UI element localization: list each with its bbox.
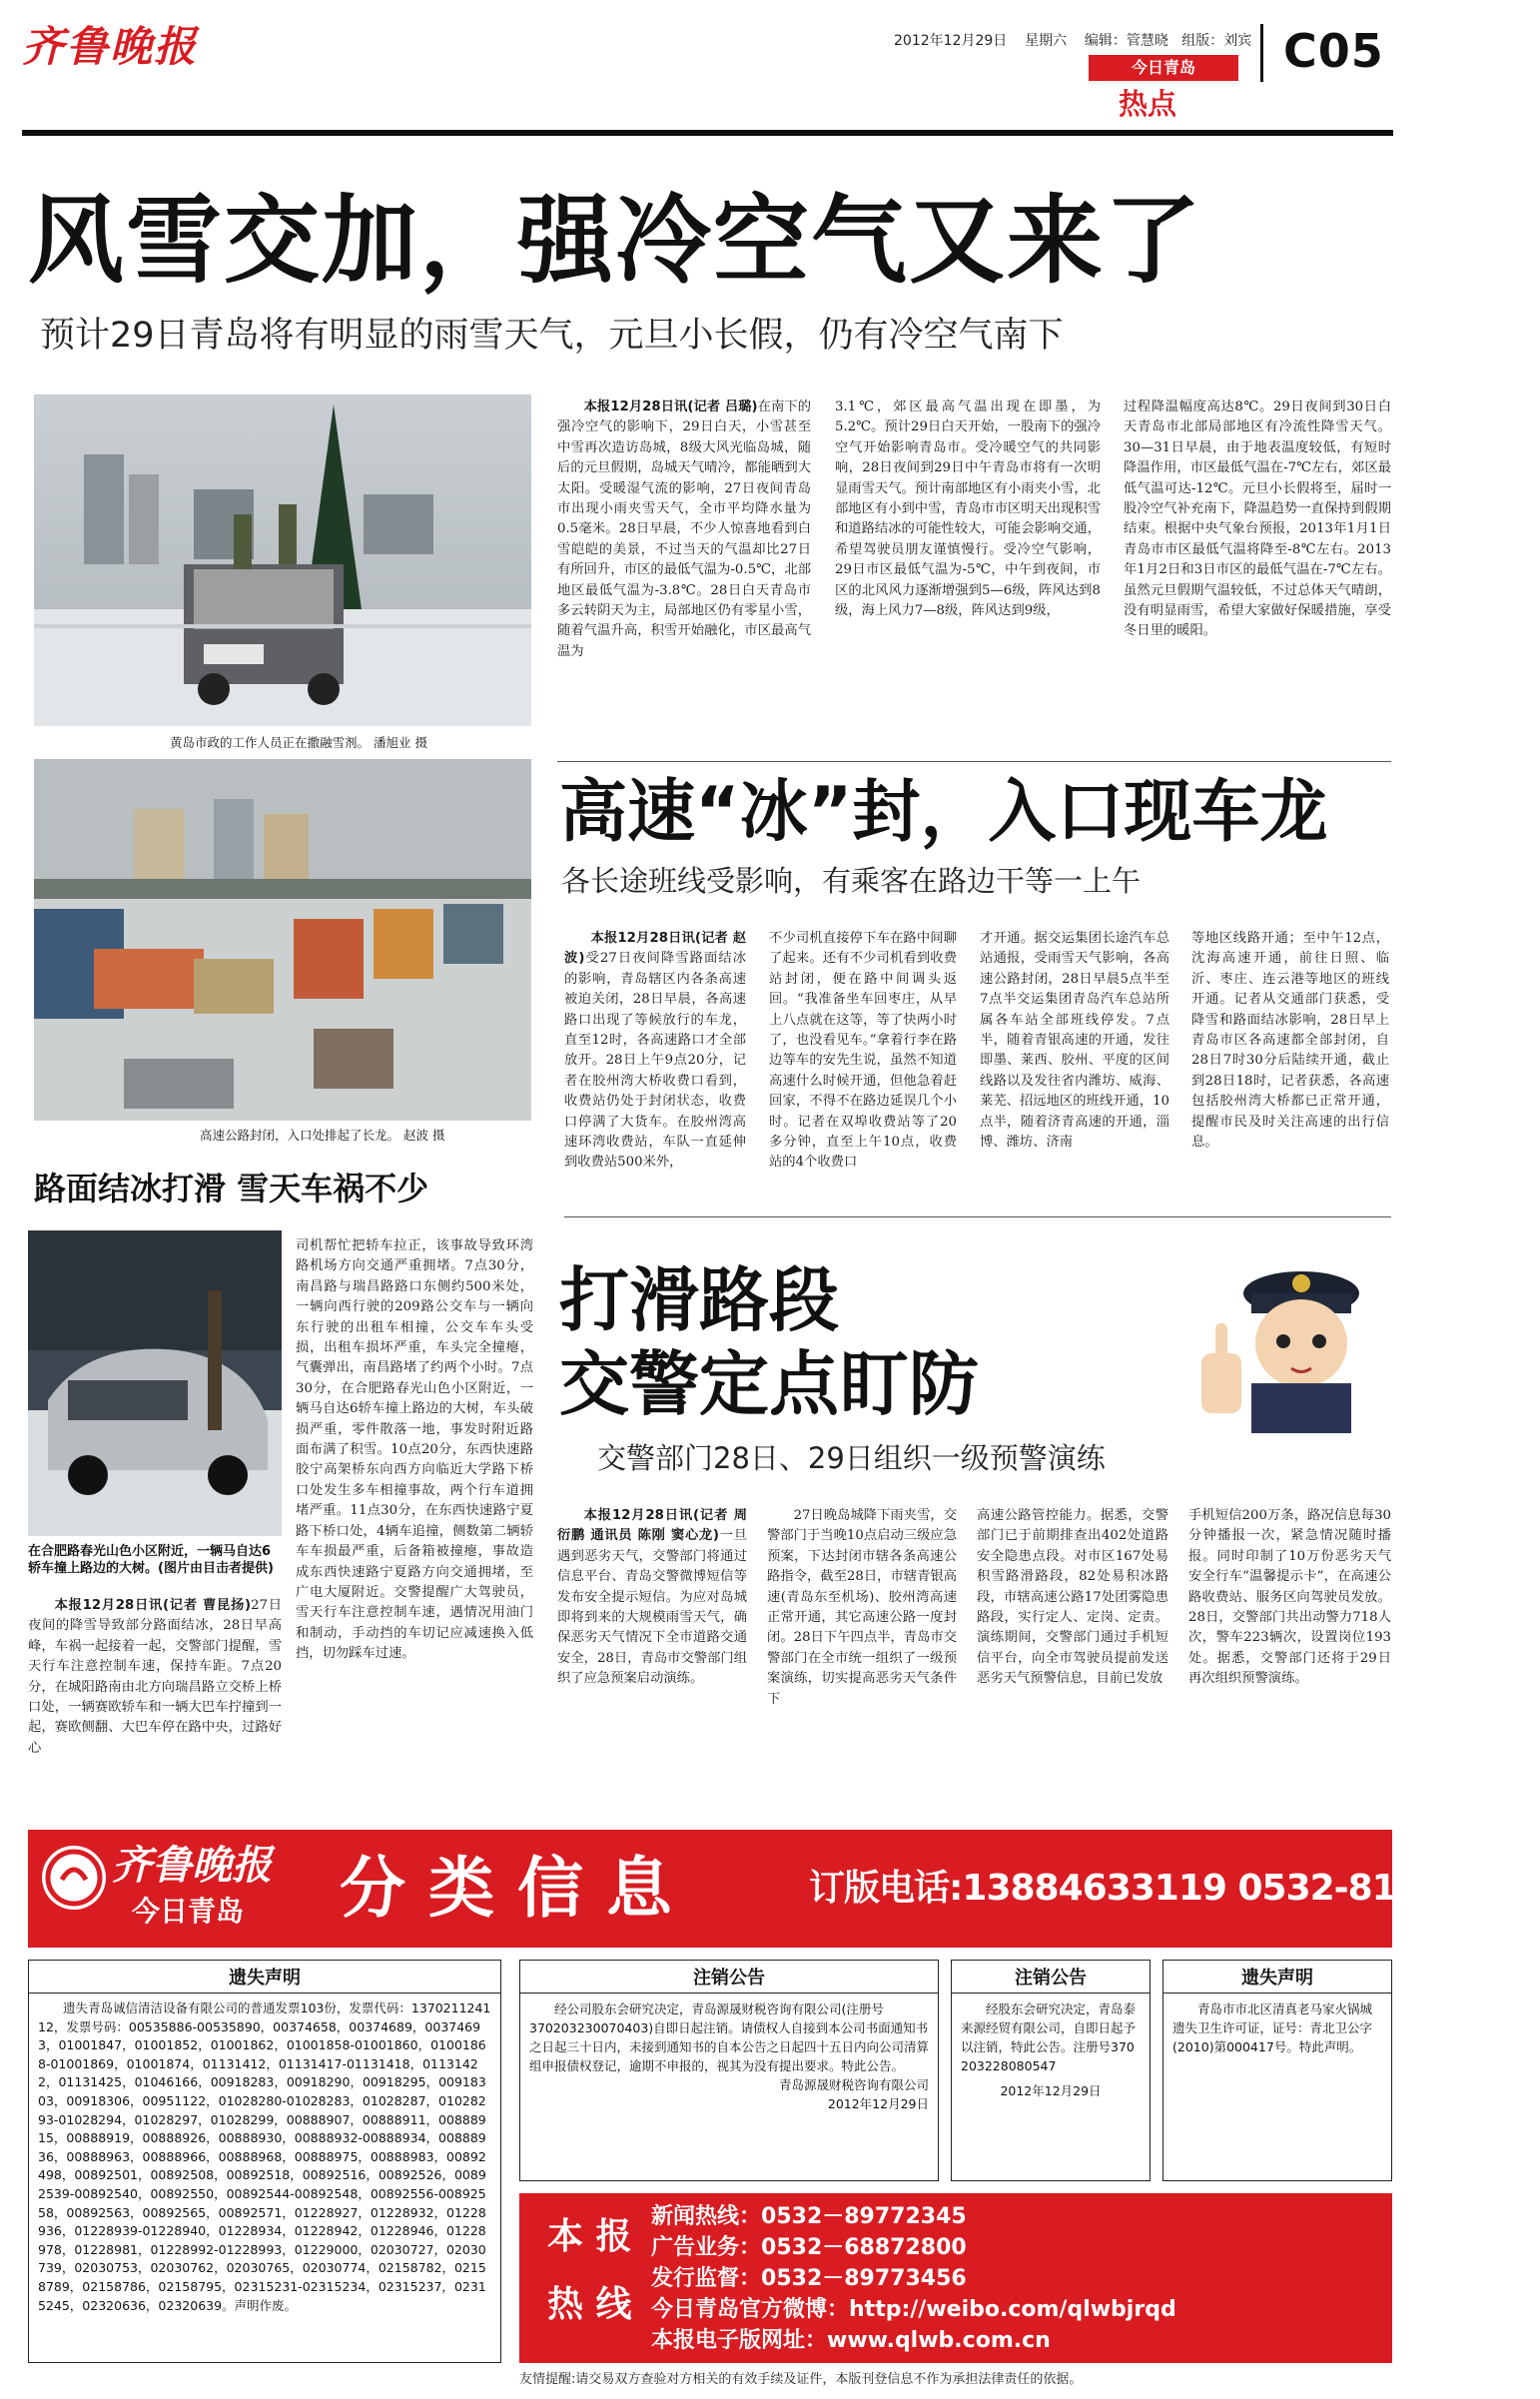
- classified-logo-mark: [42, 1846, 106, 1910]
- hotline-row-value: 0532－68872800: [761, 2235, 967, 2260]
- accidents-column-1: [28, 1596, 282, 1806]
- lost-invoice-notice: [28, 1960, 501, 2363]
- issue-weekday: 星期六: [1025, 33, 1068, 49]
- highway-queue-photo: [34, 759, 531, 1121]
- police-column-4: [1188, 1506, 1391, 1806]
- hotline-row-weibo: [651, 2294, 1380, 2325]
- notice-rule: [520, 1993, 938, 1994]
- page-number: C05: [1283, 24, 1384, 78]
- lead-column-2: [835, 398, 1101, 757]
- police-column-2: [767, 1506, 957, 1806]
- highway-traffic-image: [34, 759, 531, 1121]
- issue-date: 2012年12月29日: [894, 33, 1008, 49]
- accidents-text-2: 司机帮忙把轿车拉正，该事故导致环湾路机场方向交通严重拥堵。7点30分，南昌路与瑞昌路路口东侧约500米处，一辆向西行驶的209路公交车与一辆向东行驶的出租车相撞，公交车车头受损，出租车损坏严重，车头完全撞瘪，气囊弹出，南昌路堵了约两个小时。7点30分，在合肥路春光山色小区附近，一辆马自达6轿车撞上路边的大树，车头破损严重，零件散落一地，事发时附近路面布满了积雪。10点20分，东西快速路胶宁高架桥东向西方向临近大学路下桥口处发生多车相撞事故，两个行车道拥堵严重。11点30分，在东西快速路宁夏路下桥口处，4辆车追撞，侧数第二辆轿车车损最严重，后备箱被撞瘪，事故造成东西快速路宁夏路方向交通拥堵，至广电大厦附近。交警提醒广大驾驶员，雪天行车注意控制车速，遇情况用油门和制动，手动挡的车切记应减速换入低挡，切勿踩车过速。: [296, 1238, 533, 1662]
- classified-logo-sub: 今日青岛: [132, 1895, 245, 1928]
- notice-rule: [1163, 1993, 1391, 1994]
- accidents-headline: 路面结冰打滑 雪天车祸不少: [34, 1170, 429, 1207]
- notice-rule: [29, 1993, 500, 1994]
- notice-body: 遗失青岛诚信清洁设备有限公司的普通发票103份，发票代码：137021124112，发票号码：00535886-00535890，00374658，00374689，00374693，01001847，01001852，01001862，01001858-01001860，01001868-01001869，01001874，01131412，01131417-01131418，01131422，01131425，01046166，00918283，00918290，00918295，00918303，00918306，00951122，01028280-01028283，01028287，01028293-01028294，01028297，01028299，00888907，00888911，00888915，00888919，00888926，00888930，00888932-00888934，00888936，00888963，00888966，00888968，00888975，00888983，00892498，00892501，00892508，00892518，00892516，00892526，00892539-00892540，00892550，00892544-00892548，00892556-00892558，00892563，00892565，00892571，01228927，01228932，01228936，01228939-01228940，01228934，01228942，01228946，01228978，01228981，01228992-01228993，01229000，02030727，02030739，02030753，02030762，02030765，02030774，02158782，02158789，02158786，02158795，02315231-02315234，02315237，02315245，02320636，02320639。声明作废。: [38, 2000, 491, 2313]
- police-text-4: 手机短信200万条，路况信息每30分钟播报一次，紧急情况随时播报。同时印制了10万份恶劣天气安全行车“温馨提示卡”，在高速公路收费站、服务区向驾驶员发放。28日，交警部门共出动警力718人次，警车223辆次，设置岗位193处。据悉，交警部门还将于29日再次组织预警演练。: [1188, 1508, 1391, 1687]
- highway-subhead: 各长途班线受影响，有乘客在路边干等一上午: [561, 864, 1142, 898]
- column-name: 热点: [1119, 87, 1177, 121]
- police-subhead: 交警部门28日、29日组织一级预警演练: [597, 1441, 1106, 1475]
- hotline-label-2: 热 线: [547, 2284, 632, 2325]
- lead-headline: 风雪交加，强冷空气又来了: [28, 185, 1202, 297]
- highway-dateline: 本报12月28日讯(记者 赵波): [564, 931, 746, 967]
- police-text-3: 高速公路管控能力。据悉，交警部门已于前期排查出402处道路安全隐患点段。对市区167处易积雪路滑路段，82处易积冰路段，市辖高速公路17处团雾隐患路段，实行定人、定岗、定责。演练期间，交警部门通过手机短信平台，向全市驾驶员提前发送恶劣天气预警信息，目前已发放: [977, 1508, 1168, 1687]
- lead-column-1: [557, 398, 811, 757]
- police-column-3: [977, 1506, 1168, 1806]
- accidents-text-1: 27日夜间的降雪导致部分路面结冰，28日早高峰，车祸一起接着一起，交警部门提醒，雪天行车注意控制车速，保持车距。7点20分，在城阳路南由北方向瑞昌路立交桥上桥口处，一辆赛欧轿车和一辆大巴车拧撞到一起，赛欧侧翻、大巴车停在路中央，过路好心: [28, 1598, 283, 1756]
- layout-credit: 组版：刘宾: [1181, 33, 1252, 49]
- highway-column-3: [980, 929, 1169, 1202]
- hotline-row-label: 本报电子版网址：: [651, 2328, 828, 2353]
- weibo-link[interactable]: http://weibo.com/qlwbjrqd: [849, 2297, 1176, 2322]
- masthead-rule: [22, 130, 1393, 136]
- footer-notice: 友情提醒:请交易双方查验对方相关的有效手续及证件，本版刊登信息不作为承担法律责任的依据。: [519, 2372, 1083, 2387]
- police-dateline: 本报12月28日讯(记者 周衍鹏 通讯员 陈刚 窦心龙): [557, 1508, 747, 1544]
- classified-hotline: 订版电话:13884633119 0532-81186679: [809, 1868, 1540, 1909]
- police-cartoon: [1181, 1243, 1391, 1433]
- hotline-row-value: 0532－89772345: [761, 2204, 967, 2229]
- hotline-row-label: 广告业务：: [651, 2235, 762, 2260]
- hotline-row-website: [651, 2325, 1380, 2356]
- hotline-row-label: 新闻热线：: [651, 2204, 762, 2229]
- highway-column-4: [1191, 929, 1389, 1202]
- highway-headline: 高速“冰”封，入口现车龙: [559, 773, 1328, 852]
- lead-subhead: 预计29日青岛将有明显的雨雪天气，元旦小长假，仍有冷空气南下: [40, 316, 1064, 356]
- accidents-dateline: 本报12月28日讯(记者 曹昆扬): [54, 1598, 252, 1613]
- notice-date: 2012年12月29日: [1000, 2083, 1102, 2098]
- newspaper-logo-icon: [42, 1846, 106, 1910]
- hotline-row-value: 0532－89773456: [761, 2266, 967, 2291]
- lead-bottom-rule: [557, 761, 1391, 762]
- notice-body: 青岛市市北区清真老马家火锅城遗失卫生许可证，证号：青北卫公字(2010)第000417号。特此声明。: [1172, 2001, 1373, 2054]
- crashed-car-photo: [28, 1230, 282, 1536]
- classified-title: 分 类 信 息: [340, 1850, 672, 1927]
- accidents-column-2: [296, 1236, 533, 1806]
- company-deregistration-notice: [519, 1960, 939, 2181]
- website-link[interactable]: www.qlwb.com.cn: [827, 2328, 1051, 2353]
- notice-title: 注销公告: [1015, 1968, 1087, 1989]
- trading-deregistration-notice: [951, 1960, 1151, 2181]
- police-headline-line-2: 交警定点盯防: [559, 1343, 979, 1425]
- snow-melting-photo: [34, 395, 531, 726]
- lost-permit-notice: [1162, 1960, 1392, 2181]
- highway-text-2: 不少司机直接停下车在路中间聊了起来。还有不少司机看到收费站封闭，便在路中间调头返回。“我准备坐车回枣庄，从早上八点就在这等，等了快两小时了，也没看见车。”拿着行李在路边等车的安先生说，虽然不知道高速什么时候开通，但他急着赶回家，不得不在路边延误几个小时。记者在双埠收费站等了20多分钟，直至上午10点，收费站的4个收费口: [769, 931, 957, 1171]
- hotline-row-label: 今日青岛官方微博：: [651, 2297, 850, 2322]
- hotline-row-distribution: [651, 2263, 1380, 2294]
- notice-body: 经公司股东会研究决定，青岛源晟财税咨询有限公司(注册号370203230070403)自即日起注销。请债权人自接到本公司书面通知书之日起三十日内，未接到通知书的自本公告之日起四十五日内向公司清算组申报债权登记，逾期不申报的，视其为没有提出要求。特此公告。: [529, 2001, 930, 2073]
- notice-date: 2012年12月29日: [827, 2096, 929, 2111]
- notice-rule: [952, 1993, 1150, 1994]
- classified-logo: 齐鲁晚报: [112, 1842, 272, 1889]
- highway-photo-caption: 高速公路封闭，入口处排起了长龙。 赵波 摄: [200, 1128, 445, 1143]
- police-text-1: 一旦遇到恶劣天气，交警部门将通过信息平台、青岛交警微博短信等发布安全提示短信。为应对岛城即将到来的大规模雨雪天气，确保恶劣天气情况下全市道路交通安全，28日，青岛市交警部门组织了应急预案启动演练。: [557, 1528, 748, 1687]
- hotline-row-label: 发行监督：: [651, 2266, 762, 2291]
- police-headline-line-1: 打滑路段: [559, 1259, 839, 1341]
- lead-text-3: 过程降温幅度高达8℃。29日夜间到30日白天青岛市北部局部地区有冷流性降雪天气。30—31日早晨，由于地表温度较低，有短时降温作用，市区最低气温在-7℃左右，郊区最低气温可达-12℃。元旦小长假将至，届时一股冷空气补充南下，降温趋势一直保持到假期结束。根据中央气象台预报，2013年1月1日青岛市市区最低气温将降至-8℃左右。2013年1月2日和3日市区的最低气温在-7℃左右。虽然元旦假期气温较低，不过总体天气晴朗，没有明显雨雪，希望大家做好保暖措施，享受冬日里的暖阳。: [1124, 400, 1391, 639]
- notice-title: 注销公告: [693, 1968, 765, 1989]
- highway-bottom-rule: [564, 1216, 1391, 1217]
- snow-truck-image: [34, 395, 531, 726]
- hotline-row-news: [651, 2201, 1380, 2232]
- highway-text-1: 受27日夜间降雪路面结冰的影响，青岛辖区内各条高速被迫关闭，28日早晨，各高速路口出现了等候放行的车龙，直至12时，各高速路口才全部放开。28日上午9点20分，记者在胶州湾大桥收费口看到，收费站仍处于封闭状态，收费口停满了大货车。在胶州湾高速环湾收费站，车队一直延伸到收费站500米外，: [564, 951, 746, 1171]
- traffic-police-cartoon-icon: [1181, 1243, 1391, 1433]
- crashed-car-image: [28, 1230, 282, 1536]
- lead-text-1: 在南下的强冷空气的影响下，29日白天，小雪甚至中雪再次造访岛城，8级大风光临岛城，随后的元旦假期，岛城天气晴冷，都能晒到大太阳。受暖湿气流的影响，27日夜间青岛市出现小雨夹雪天气，全市平均降水量为0.5毫米。28日早晨，不少人惊喜地看到白雪皑皑的美景，不过当天的气温却比27日有所回升，市区的最低气温为-0.5℃，北部地区最低气温为-3.8℃。28日白天青岛市多云转阴天为主，局部地区仍有零星小雪，随着气温升高，积雪开始融化，市区最高气温为: [557, 400, 812, 659]
- section-badge: 今日青岛: [1089, 55, 1238, 81]
- hotline-list: [651, 2201, 1380, 2356]
- masthead-divider: [1260, 24, 1263, 82]
- editor-credit: 编辑：管慧晓: [1084, 33, 1168, 49]
- highway-column-2: [769, 929, 957, 1202]
- highway-text-3: 才开通。据交运集团长途汽车总站通报，受雨雪天气影响，各高速公路封闭，28日早晨5点半至7点半交运集团青岛汽车总站所属各车站全部班线停发。7点半，随着青银高速的开通，发往即墨、莱西、胶州、平度的区间线路以及发往省内潍坊、威海、莱芜、招远地区的班线开通，10点半，随着济青高速的开通，淄博、潍坊、济南: [980, 931, 1169, 1151]
- lead-photo-caption: 黄岛市政的工作人员正在撒融雪剂。 潘旭业 摄: [170, 735, 427, 750]
- highway-column-1: [564, 929, 746, 1202]
- masthead-meta: [894, 30, 1251, 50]
- hotline-row-ads: [651, 2232, 1380, 2263]
- accidents-photo-caption: 在合肥路春光山色小区附近，一辆马自达6轿车撞上路边的大树。(图片由目击者提供): [28, 1544, 274, 1576]
- notice-signature: 青岛源晟财税咨询有限公司: [778, 2077, 929, 2092]
- notice-body: 经股东会研究决定，青岛泰来源经贸有限公司，自即日起予以注销，特此公告。注册号370203228080547: [961, 2001, 1137, 2073]
- masthead-logo: 齐鲁晚报: [22, 22, 199, 71]
- notice-title: 遗失声明: [229, 1968, 301, 1989]
- police-column-1: [557, 1506, 747, 1806]
- hotline-label-1: 本 报: [547, 2216, 632, 2257]
- highway-text-4: 等地区线路开通；至中午12点，沈海高速开通，前往日照、临沂、枣庄、连云港等地区的班线开通。记者从交通部门获悉，受降雪和路面结冰影响，28日早上青岛市区各高速都全部封闭，自28日7时30分后陆续开通，截止到28日18时，记者获悉，各高速包括胶州湾大桥都已正常开通，提醒市民及时关注高速的出行信息。: [1191, 931, 1389, 1151]
- lead-dateline: 本报12月28日讯(记者 吕璐): [583, 400, 758, 414]
- notice-title: 遗失声明: [1241, 1968, 1313, 1989]
- lead-column-3: [1124, 398, 1391, 757]
- lead-text-2: 3.1℃，郊区最高气温出现在即墨，为5.2℃。预计29日白天开始，一股南下的强冷空气开始影响青岛市。受冷暖空气的共同影响，28日夜间到29日中午青岛市将有一次明显雨雪天气。预计南部地区有小雨夹小雪，北部地区有小到中雪，青岛市市区明天出现积雪和道路结冰的可能性较大，可能会影响交通，希望驾驶员朋友谨慎慢行。受冷空气影响，29日市区最低气温为-5℃，中午到夜间，市区的北风风力逐渐增强到5—6级，阵风达到8级，海上风力7—8级，阵风达到9级，: [835, 400, 1101, 619]
- police-text-2: 27日晚岛城降下雨夹雪，交警部门于当晚10点启动三级应急预案，下达封闭市辖各条高速公路指令，截至28日，市辖青银高速(青岛东至机场)、胶州湾高速正常开通，其它高速公路一度封闭。28日下午四点半，青岛市交警部门在全市统一组织了一级预案演练，切实提高恶劣天气条件下: [767, 1508, 957, 1707]
